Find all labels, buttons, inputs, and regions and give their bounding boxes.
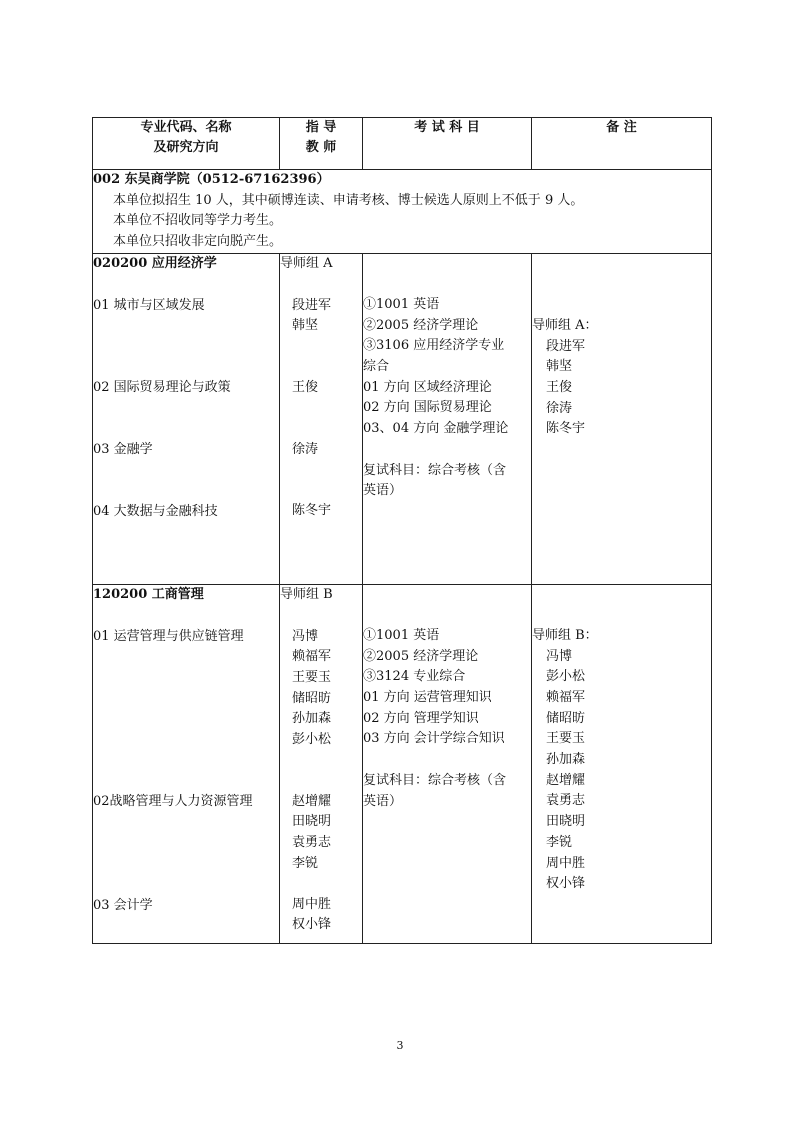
major-cell — [93, 584, 280, 943]
exam-cell — [363, 253, 532, 584]
direction-item: 04 大数据与金融科技 — [93, 503, 218, 519]
intro-paragraph: 本单位不招收同等学力考生。 — [113, 213, 283, 229]
advisor-name: 权小锋 — [292, 917, 332, 933]
remark-name: 韩坚 — [546, 359, 573, 375]
remark-name: 李锐 — [546, 834, 573, 850]
advisor-name: 王要玉 — [292, 669, 332, 685]
exam-line: ②2005 经济学理论 — [363, 648, 479, 664]
major-title: 120200 工商管理 — [93, 586, 204, 602]
advisor-name: 韩坚 — [292, 318, 319, 334]
exam-line: ①1001 英语 — [363, 296, 440, 312]
remark-name: 彭小松 — [546, 669, 586, 685]
major-title: 020200 应用经济学 — [93, 255, 217, 271]
remark-title: 导师组 A： — [532, 317, 598, 333]
major-row-business-admin — [93, 584, 712, 943]
exam-line: 02 方向 国际贸易理论 — [363, 400, 492, 416]
header-exam: 考 试 科 目 — [363, 118, 532, 170]
direction-item: 02战略管理与人力资源管理 — [93, 794, 253, 810]
remark-name: 袁勇志 — [546, 793, 586, 809]
exam-line: 综合 — [363, 358, 390, 374]
exam-line: 01 方向 区域经济理论 — [363, 379, 492, 395]
unit-intro — [93, 170, 712, 254]
exam-line: ③3106 应用经济学专业 — [363, 338, 505, 354]
advisor-name: 李锐 — [292, 855, 319, 871]
advisor-name: 田晓明 — [292, 814, 332, 830]
remark-title: 导师组 B： — [532, 627, 598, 643]
direction-item: 03 会计学 — [93, 897, 153, 913]
advisor-name: 段进军 — [292, 297, 332, 313]
exam-line: 03、04 方向 金融学理论 — [363, 421, 509, 437]
remark-name: 冯博 — [546, 648, 573, 664]
header-remark: 备 注 — [532, 118, 712, 170]
advisor-cell — [280, 584, 363, 943]
exam-line: 02 方向 管理学知识 — [363, 710, 479, 726]
advisor-name: 彭小松 — [292, 732, 332, 748]
intro-paragraph: 本单位拟招生 10 人，其中硕博连读、申请考核、博士候选人原则上不低于 9 人。 — [113, 192, 584, 208]
remark-name: 赵增耀 — [546, 772, 586, 788]
unit-intro-row — [93, 170, 712, 254]
page-number: 3 — [396, 1039, 404, 1052]
exam-line: ①1001 英语 — [363, 627, 440, 643]
advisor-name: 陈冬宇 — [292, 503, 332, 519]
remark-name: 王俊 — [546, 379, 573, 395]
header-advisor: 指 导 教 师 — [280, 118, 363, 170]
direction-item: 03 金融学 — [93, 441, 153, 457]
exam-line: 03 方向 会计学综合知识 — [363, 731, 505, 747]
remark-name: 孙加森 — [546, 752, 586, 768]
advisor-cell — [280, 253, 363, 584]
advisor-group: 导师组 B — [280, 586, 333, 602]
retest-line: 英语） — [363, 483, 403, 499]
retest-line: 复试科目：综合考核（含 — [363, 773, 507, 789]
direction-item: 01 运营管理与供应链管理 — [93, 628, 244, 644]
remark-name: 周中胜 — [546, 855, 586, 871]
direction-item: 01 城市与区域发展 — [93, 297, 205, 313]
exam-line: 01 方向 运营管理知识 — [363, 689, 492, 705]
remark-cell — [532, 584, 712, 943]
exam-cell — [363, 584, 532, 943]
remark-cell — [532, 253, 712, 584]
remark-name: 田晓明 — [546, 814, 586, 830]
remark-name: 权小锋 — [546, 876, 586, 892]
advisor-name: 储昭昉 — [292, 690, 332, 706]
remark-name: 陈冬宇 — [546, 421, 586, 437]
advisor-name: 冯博 — [292, 628, 319, 644]
advisor-name: 王俊 — [292, 379, 319, 395]
direction-item: 02 国际贸易理论与政策 — [93, 380, 231, 396]
advisor-name: 袁勇志 — [292, 835, 332, 851]
retest-line: 英语） — [363, 793, 403, 809]
header-major: 专业代码、名称 及研究方向 — [93, 118, 280, 170]
header-row — [93, 118, 712, 170]
remark-name: 段进军 — [546, 338, 586, 354]
remark-name: 储昭昉 — [546, 710, 586, 726]
exam-line: ②2005 经济学理论 — [363, 317, 479, 333]
intro-paragraph: 本单位只招收非定向脱产生。 — [113, 234, 283, 250]
remark-name: 王要玉 — [546, 731, 586, 747]
unit-title: 002 东吴商学院（0512-67162396） — [93, 172, 330, 187]
remark-name: 赖福军 — [546, 689, 586, 705]
advisor-name: 孙加森 — [292, 711, 332, 727]
advisor-name: 周中胜 — [292, 896, 332, 912]
admissions-table — [92, 117, 712, 944]
advisor-group: 导师组 A — [280, 255, 333, 271]
retest-line: 复试科目：综合考核（含 — [363, 462, 507, 478]
advisor-name: 赖福军 — [292, 649, 332, 665]
major-cell — [93, 253, 280, 584]
advisor-name: 徐涛 — [292, 441, 319, 457]
exam-line: ③3124 专业综合 — [363, 669, 466, 685]
major-row-applied-economics — [93, 253, 712, 584]
advisor-name: 赵增耀 — [292, 793, 332, 809]
remark-name: 徐涛 — [546, 400, 573, 416]
